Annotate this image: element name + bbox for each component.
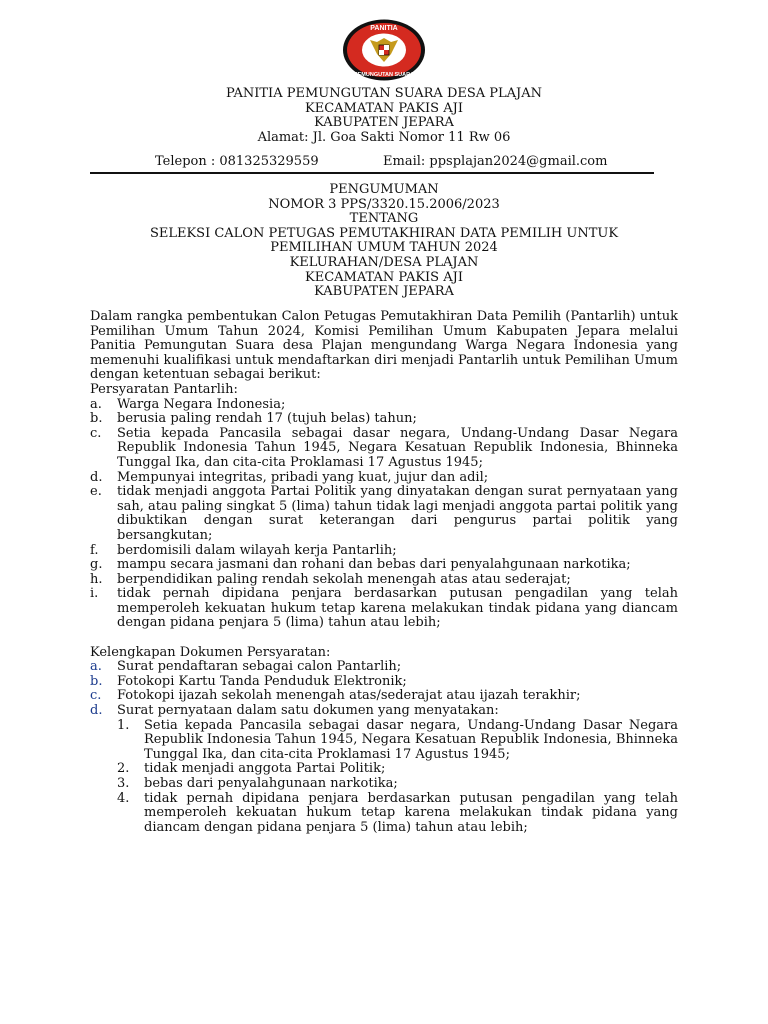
list-item-text: berusia paling rendah 17 (tujuh belas) tahun;	[117, 411, 417, 427]
letterhead-district: KECAMATAN PAKIS AJI	[305, 100, 463, 116]
letterhead-email: Email: ppsplajan2024@gmail.com	[383, 154, 608, 169]
letterhead-committee: PANITIA PEMUNGUTAN SUARA DESA PLAJAN	[225, 86, 543, 101]
list-item	[90, 398, 678, 413]
title-line-3: TENTANG	[349, 211, 419, 227]
list-item-text: Surat pernyataan dalam satu dokumen yang menyatakan:	[117, 703, 499, 719]
list-marker: f.	[90, 542, 99, 558]
letterhead-regency: KABUPATEN JEPARA	[314, 115, 454, 131]
list-item	[90, 544, 678, 559]
list-item-text: berpendidikan paling rendah sekolah menengah atas atau sederajat;	[117, 571, 571, 587]
list-item-text: Surat pendaftaran sebagai calon Pantarlih;	[117, 659, 402, 675]
logo-bottom-text: PEMUNGUTAN SUARA	[353, 72, 415, 78]
documents-heading: Kelengkapan Dokumen Persyaratan:	[90, 644, 331, 660]
list-marker: 3.	[117, 776, 130, 791]
list-item	[90, 573, 678, 588]
list-marker: d.	[90, 703, 103, 719]
title-line-2: NOMOR 3 PPS/3320.15.2006/2023	[268, 196, 500, 212]
list-item-text: tidak pernah dipidana penjara berdasarkan putusan pengadilan yang telah memperoleh kekuatan hukum tetap karena melakukan tindak pidana yang diancam dengan pidana penjara 5 (lima) tahun atau lebih;	[117, 586, 678, 631]
title-line-1: PENGUMUMAN	[329, 182, 439, 197]
list-marker: 4.	[117, 790, 130, 806]
logo-top-text: PANITIA	[370, 25, 398, 32]
list-item	[117, 719, 678, 763]
list-item	[90, 675, 678, 690]
title-line-7: KECAMATAN PAKIS AJI	[305, 269, 463, 285]
list-item-text: tidak menjadi anggota Partai Politik;	[144, 761, 386, 777]
list-marker: b.	[90, 673, 103, 689]
list-item	[117, 777, 678, 792]
announcement-title	[0, 183, 768, 300]
section-spacer	[90, 631, 678, 646]
requirements-list	[90, 398, 678, 632]
list-marker: a.	[90, 396, 102, 412]
intro-paragraph: Dalam rangka pembentukan Calon Petugas Pemutakhiran Data Pemilih (Pantarlih) untuk Pemilihan Umum Tahun 2024, Komisi Pemilihan Umum Kabupaten Jepara melalui Panitia Pemungutan Suara desa Plajan mengundang Warga Negara Indonesia yang memenuhi kualifikasi untuk mendaftarkan diri menjadi Pantarlih untuk Pemilihan Umum dengan ketentuan sebagai berikut:	[90, 309, 678, 383]
list-item	[90, 427, 678, 471]
letterhead	[0, 87, 768, 145]
list-marker: h.	[90, 571, 103, 587]
list-item-text: Fotokopi Kartu Tanda Penduduk Elektronik;	[117, 673, 407, 689]
list-marker: c.	[90, 425, 102, 441]
list-item-text: Setia kepada Pancasila sebagai dasar negara, Undang-Undang Dasar Negara Republik Indonesia Tahun 1945, Negara Kesatuan Republik Indonesia, Bhinneka Tunggal Ika, dan cita-cita Proklamasi 17 Agustus 1945;	[144, 717, 678, 762]
list-marker: g.	[90, 557, 103, 573]
list-marker: c.	[90, 688, 102, 704]
announcement-body	[90, 310, 678, 835]
list-item	[90, 660, 678, 675]
list-item-text: tidak pernah dipidana penjara berdasarkan putusan pengadilan yang telah memperoleh kekuatan hukum tetap karena melakukan tindak pidana yang diancam dengan pidana penjara 5 (lima) tahun atau lebih;	[144, 790, 678, 835]
letterhead-phone: Telepon : 081325329559	[155, 154, 319, 169]
title-line-6: KELURAHAN/DESA PLAJAN	[289, 254, 479, 270]
list-marker: a.	[90, 659, 102, 675]
list-item	[90, 558, 678, 573]
list-item	[90, 485, 678, 543]
list-marker: e.	[90, 484, 102, 500]
list-marker: d.	[90, 469, 103, 485]
list-marker: 2.	[117, 761, 130, 777]
letterhead-divider	[90, 172, 654, 174]
list-item-text: Mempunyai integritas, pribadi yang kuat, jujur dan adil;	[117, 469, 489, 485]
list-item	[90, 587, 678, 631]
list-item-text: Fotokopi ijazah sekolah menengah atas/sederajat atau ijazah terakhir;	[117, 688, 581, 704]
letterhead-address: Alamat: Jl. Goa Sakti Nomor 11 Rw 06	[257, 129, 511, 145]
title-line-5: PEMILIHAN UMUM TAHUN 2024	[270, 240, 498, 256]
list-marker: b.	[90, 411, 103, 427]
list-item	[90, 704, 678, 719]
list-item-text: mampu secara jasmani dan rohani dan bebas dari penyalahgunaan narkotika;	[117, 557, 631, 573]
statement-sublist	[117, 719, 678, 836]
list-item	[90, 412, 678, 427]
kpu-emblem-logo	[341, 18, 427, 82]
title-line-8: KABUPATEN JEPARA	[314, 284, 454, 300]
list-item-text: Warga Negara Indonesia;	[117, 396, 286, 412]
list-item	[117, 762, 678, 777]
requirements-heading: Persyaratan Pantarlih:	[90, 381, 238, 397]
list-item	[117, 792, 678, 836]
list-item-text: bebas dari penyalahgunaan narkotika;	[144, 776, 398, 791]
list-item-text: Setia kepada Pancasila sebagai dasar negara, Undang-Undang Dasar Negara Republik Indonesia Tahun 1945, Negara Kesatuan Republik Indonesia, Bhinneka Tunggal Ika, dan cita-cita Proklamasi 17 Agustus 1945;	[117, 425, 678, 470]
list-item	[90, 689, 678, 704]
list-marker: i.	[90, 586, 99, 602]
list-item-text: tidak menjadi anggota Partai Politik yang dinyatakan dengan surat pernyataan yang sah, atau paling singkat 5 (lima) tahun tidak lagi menjadi anggota partai politik yang dibuktikan dengan surat keterangan dari pengurus partai politik yang bersangkutan;	[117, 484, 678, 543]
title-line-4: SELEKSI CALON PETUGAS PEMUTAKHIRAN DATA PEMILIH UNTUK	[149, 225, 619, 241]
list-marker: 1.	[117, 717, 130, 733]
documents-list	[90, 660, 678, 718]
list-item	[90, 471, 678, 486]
list-item-text: berdomisili dalam wilayah kerja Pantarlih;	[117, 542, 397, 558]
